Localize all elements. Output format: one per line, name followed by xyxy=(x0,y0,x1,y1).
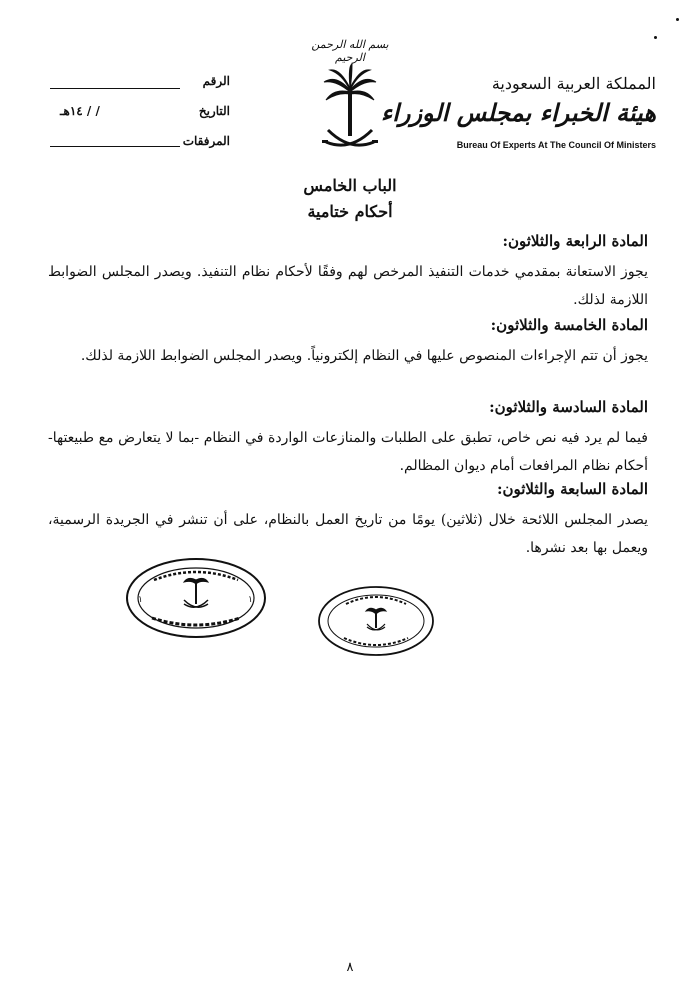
ref-line xyxy=(50,88,180,89)
page-number: ٨ xyxy=(346,960,354,975)
article-34-title: المادة الرابعة والثلاثون: xyxy=(502,232,648,250)
scan-dot xyxy=(654,36,657,39)
article-35-body: يجوز أن تتم الإجراءات المنصوص عليها في النظام إلكترونياً. ويصدر المجلس الضوابط اللازمة لذلك. xyxy=(80,348,648,364)
bureau-arabic-name: هيئة الخبراء بمجلس الوزراء xyxy=(380,98,656,127)
article-36-body: فيما لم يرد فيه نص خاص، تطبق على الطلبات والمنازعات الواردة في النظام -بما لا يتعارض مع طبيعتها- أحكام نظام المرافعات أمام ديوان المظالم. xyxy=(48,430,648,474)
bureau-english-name: Bureau Of Experts At The Council Of Ministers xyxy=(456,140,656,150)
council-seal-stamp xyxy=(316,584,436,658)
ref-label: الرقم xyxy=(202,74,230,88)
svg-text:١: ١ xyxy=(138,595,143,605)
kingdom-name: المملكة العربية السعودية xyxy=(491,74,656,93)
scan-dot xyxy=(676,18,679,21)
article-35-title: المادة الخامسة والثلاثون: xyxy=(490,316,648,334)
chapter-title: الباب الخامس xyxy=(303,176,397,195)
article-36-title: المادة السادسة والثلاثون: xyxy=(489,398,648,416)
date-value: / / ١٤هـ xyxy=(60,104,100,118)
bureau-seal-stamp xyxy=(124,556,268,640)
date-label: التاريخ xyxy=(198,104,230,118)
attachments-label: المرفقات xyxy=(182,134,230,148)
article-37-body: يصدر المجلس اللائحة خلال (ثلاثين) يومًا من تاريخ العمل بالنظام، على أن تنشر في الجريدة الرسمية، ويعمل بها بعد نشرها. xyxy=(48,512,648,556)
palm-swords-emblem-icon xyxy=(318,60,382,160)
attachments-line xyxy=(50,146,180,147)
chapter-subtitle: أحكام ختامية xyxy=(307,202,393,221)
svg-text:١: ١ xyxy=(248,595,253,605)
bismillah-text: بسم الله الرحمن الرحيم xyxy=(311,38,389,64)
article-37-title: المادة السابعة والثلاثون: xyxy=(496,480,648,498)
article-34-body: يجوز الاستعانة بمقدمي خدمات التنفيذ المرخص لهم وفقًا لأحكام نظام التنفيذ. ويصدر المجلس الضوابط اللازمة لذلك. xyxy=(48,264,648,308)
